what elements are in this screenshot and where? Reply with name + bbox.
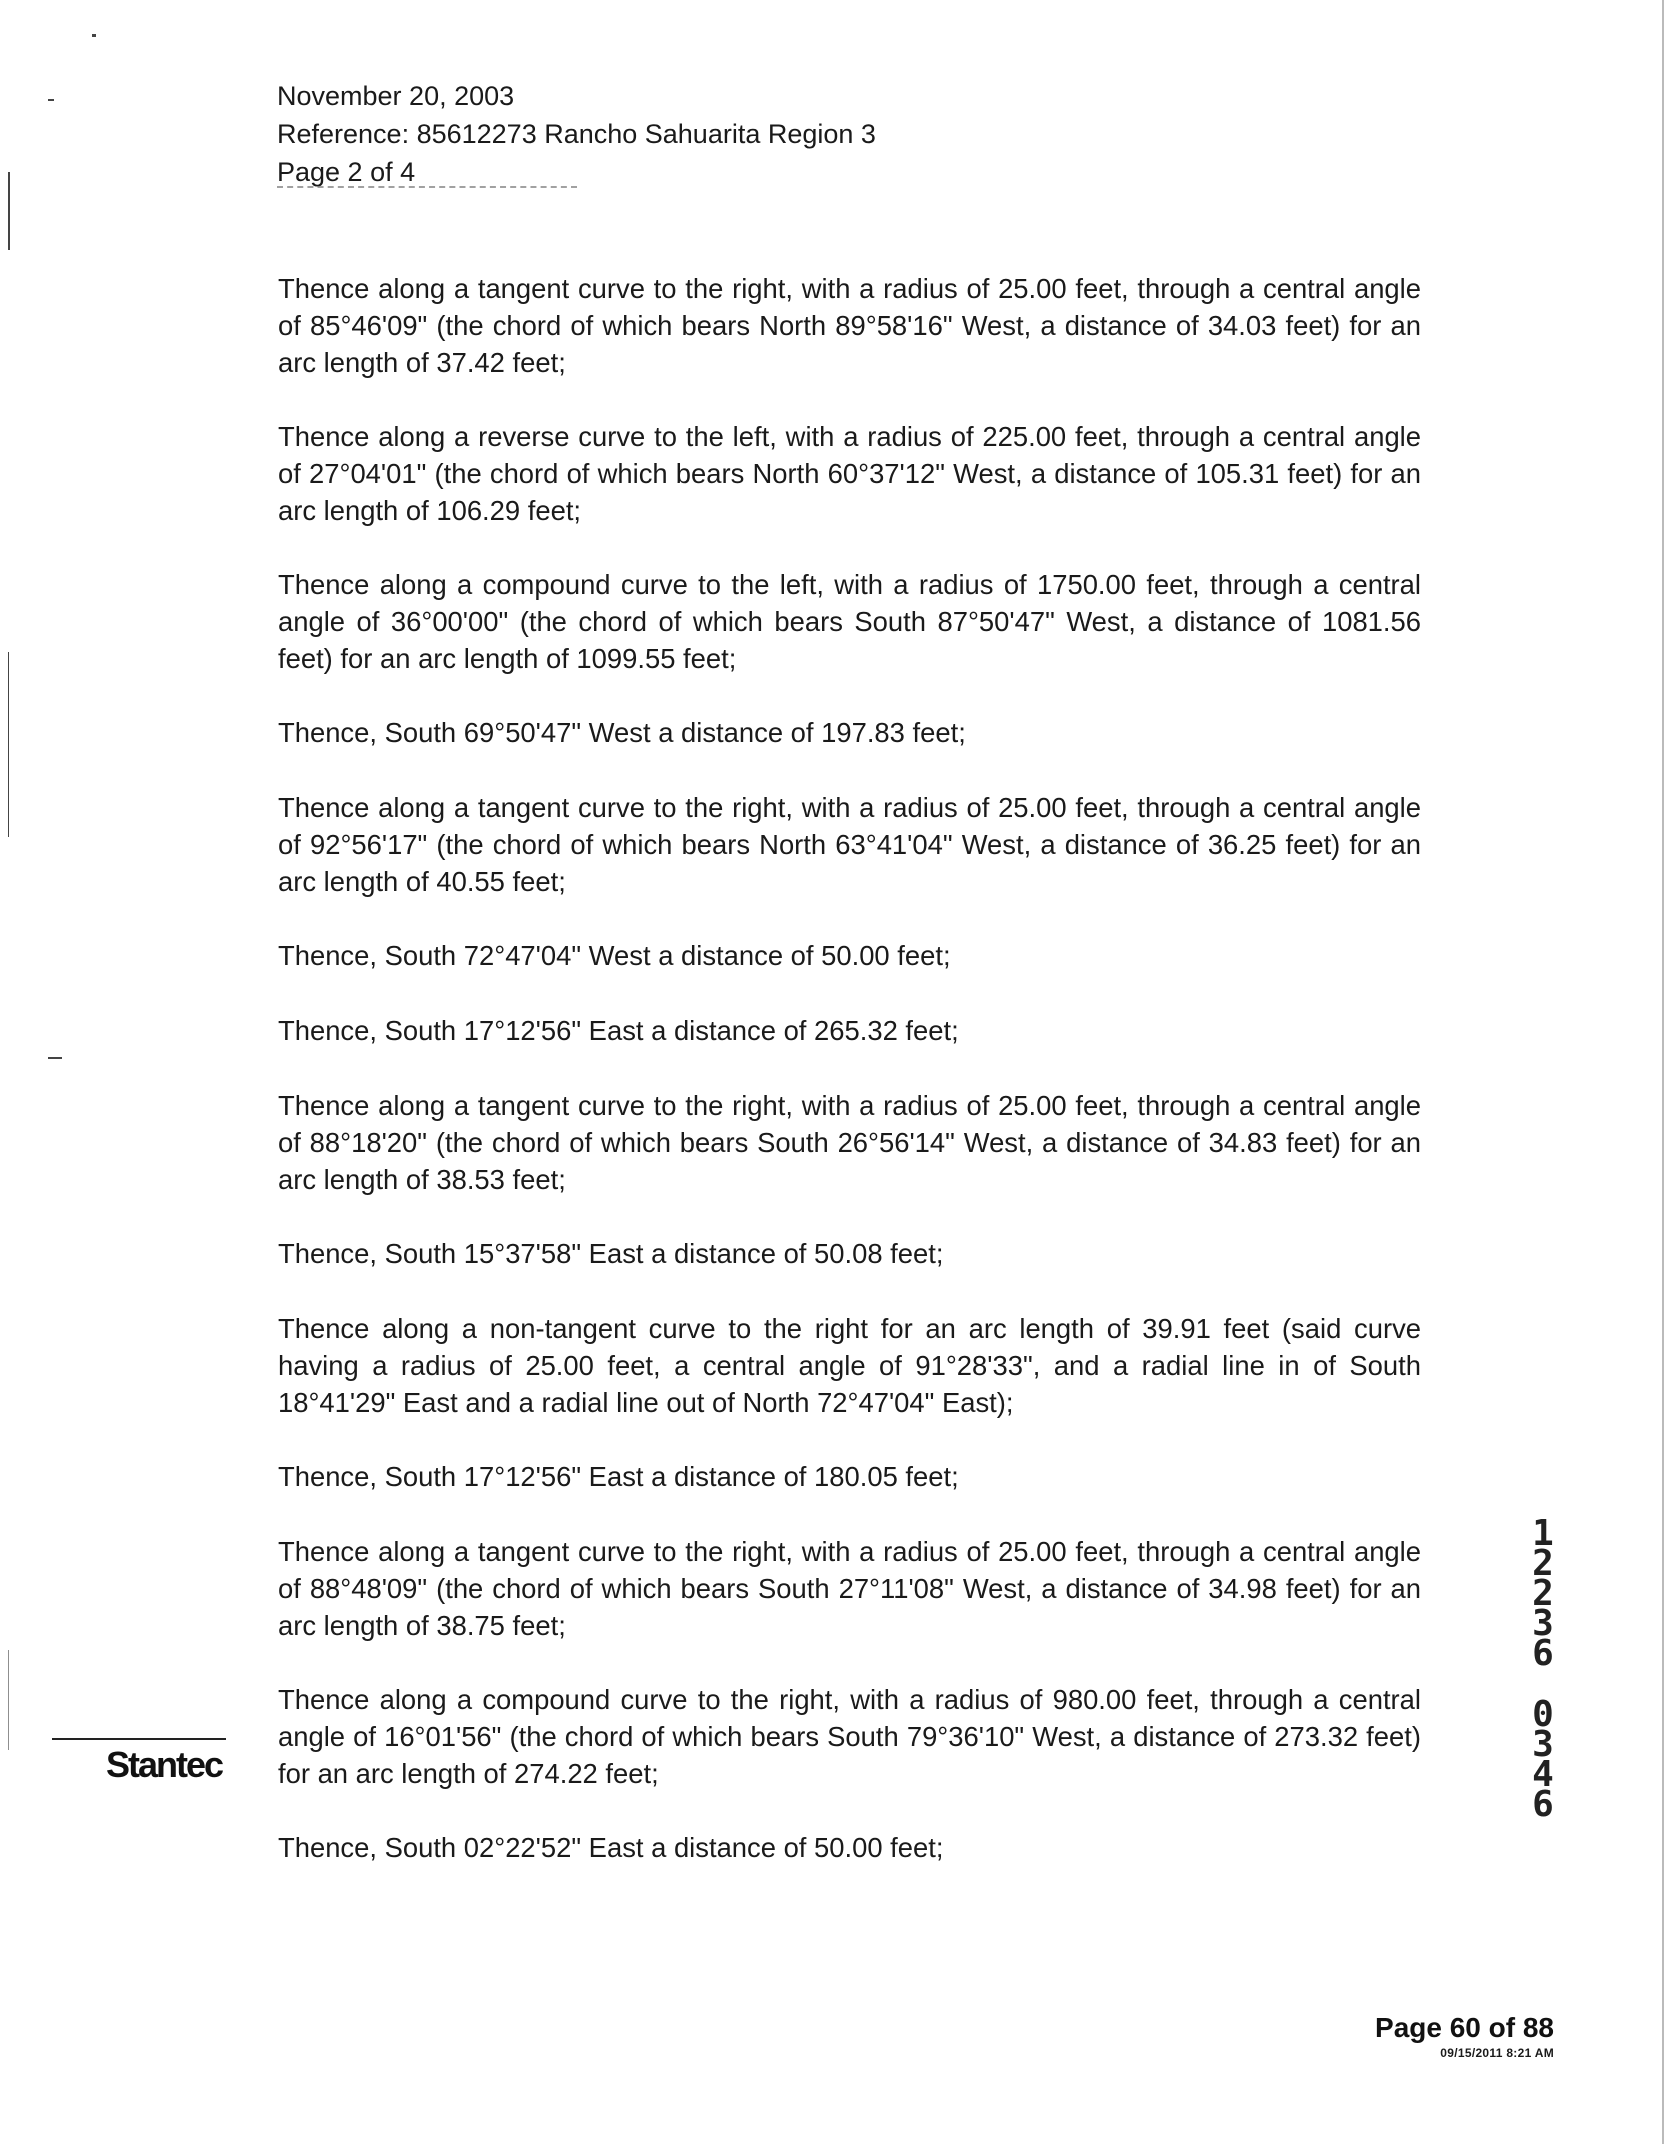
stamp-digit: 6 xyxy=(1532,1784,1554,1825)
page-count: Page 60 of 88 xyxy=(1375,2012,1554,2043)
docket-stamp xyxy=(1528,1513,1558,1674)
course-paragraph: Thence, South 15°37'58" East a distance of 50.08 feet; xyxy=(278,1238,944,1269)
header-rule xyxy=(277,186,577,188)
scan-mark xyxy=(92,34,96,37)
course-paragraph: Thence along a tangent curve to the right, with a radius of 25.00 feet, through a central angle of 88°48'09" (the chord of which bears South 27°11'08" West, a distance of 34.98 feet) for an arc length of 38.75 feet; xyxy=(278,1536,1421,1641)
letter-header xyxy=(277,77,876,191)
stamp-digit: 0 xyxy=(1532,1694,1554,1735)
scan-mark xyxy=(48,1057,62,1059)
course-paragraph: Thence along a compound curve to the right, with a radius of 980.00 feet, through a central angle of 16°01'56" (the chord of which bears South 79°36'10" West, a distance of 273.32 feet) for an arc length of 274.22 feet; xyxy=(278,1684,1421,1789)
stamp-digit: 3 xyxy=(1532,1724,1554,1765)
legal-description xyxy=(278,270,1421,1904)
course-paragraph: Thence, South 02°22'52" East a distance of 50.00 feet; xyxy=(278,1832,944,1863)
course-paragraph: Thence, South 72°47'04" West a distance of 50.00 feet; xyxy=(278,940,951,971)
course-paragraph: Thence along a tangent curve to the right, with a radius of 25.00 feet, through a central angle of 85°46'09" (the chord of which bears North 89°58'16" West, a distance of 34.03 feet) for an arc length of 37.42 feet; xyxy=(278,273,1421,378)
course-paragraph: Thence along a tangent curve to the right, with a radius of 25.00 feet, through a central angle of 88°18'20" (the chord of which bears South 26°56'14" West, a distance of 34.83 feet) for an arc length of 38.53 feet; xyxy=(278,1090,1421,1195)
course-paragraph: Thence along a reverse curve to the left, with a radius of 225.00 feet, through a central angle of 27°04'01" (the chord of which bears North 60°37'12" West, a distance of 105.31 feet) for an arc length of 106.29 feet; xyxy=(278,421,1421,526)
course-paragraph: Thence, South 17°12'56" East a distance of 180.05 feet; xyxy=(278,1461,959,1492)
stamp-digit: 4 xyxy=(1532,1754,1554,1795)
scan-mark xyxy=(48,99,54,101)
stamp-digit: 2 xyxy=(1532,1573,1554,1614)
course-paragraph: Thence, South 69°50'47" West a distance of 197.83 feet; xyxy=(278,717,966,748)
page-stamp xyxy=(1528,1694,1558,1825)
print-date: 09/15/2011 8:21 AM xyxy=(1440,2046,1554,2060)
stamp-digit: 3 xyxy=(1532,1603,1554,1644)
stamp-digit: 2 xyxy=(1532,1543,1554,1584)
course-paragraph: Thence along a compound curve to the left, with a radius of 1750.00 feet, through a central angle of 36°00'00" (the chord of which bears South 87°50'47" West, a distance of 1081.56 feet) for an arc length of 1099.55 feet; xyxy=(278,569,1421,674)
course-paragraph: Thence along a non-tangent curve to the right for an arc length of 39.91 feet (said curve having a radius of 25.00 feet, a central angle of 91°28'33", and a radial line in of South 18°41'29" East and a radial line out of North 72°47'04" East); xyxy=(278,1313,1421,1418)
header-date: November 20, 2003 xyxy=(277,81,515,111)
stantec-logo: Stantec xyxy=(106,1744,223,1785)
scan-mark xyxy=(8,652,9,837)
stamp-digit: 6 xyxy=(1532,1633,1554,1674)
scan-mark xyxy=(8,172,10,250)
scan-mark xyxy=(8,1650,9,1750)
header-page: Page 2 of 4 xyxy=(277,157,416,187)
stamp-digit: 1 xyxy=(1532,1513,1554,1554)
course-paragraph: Thence, South 17°12'56" East a distance of 265.32 feet; xyxy=(278,1015,959,1046)
header-reference: Reference: 85612273 Rancho Sahuarita Region 3 xyxy=(277,119,876,149)
course-paragraph: Thence along a tangent curve to the right, with a radius of 25.00 feet, through a central angle of 92°56'17" (the chord of which bears North 63°41'04" West, a distance of 36.25 feet) for an arc length of 40.55 feet; xyxy=(278,792,1421,897)
page-footer xyxy=(1340,2012,1554,2060)
logo-rule xyxy=(52,1738,226,1740)
